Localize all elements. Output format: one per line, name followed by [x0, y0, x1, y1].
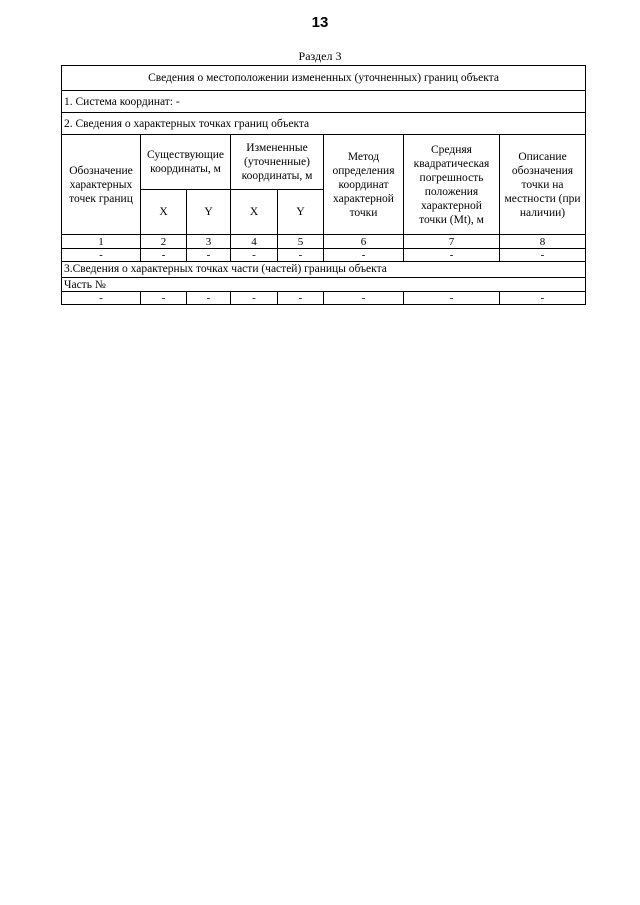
- table-row: [62, 292, 586, 305]
- table-cell: -: [500, 292, 586, 305]
- column-number: 3: [187, 235, 231, 249]
- section-label: Раздел 3: [298, 49, 342, 63]
- header-designation: Обозначение характерных точек границ: [62, 135, 141, 235]
- coord-system-row: [62, 91, 586, 113]
- table-row: [62, 249, 586, 262]
- column-number: 6: [324, 235, 404, 249]
- header-error: Средняя квадратическая погрешность положения характерной точки (Mt), м: [404, 135, 500, 235]
- column-number-row: [62, 235, 586, 249]
- table-cell: -: [141, 292, 187, 305]
- table-cell: -: [278, 249, 324, 262]
- coord-system: 1. Система координат: -: [62, 91, 586, 113]
- table-cell: -: [141, 249, 187, 262]
- table-cell: -: [324, 292, 404, 305]
- boundary-table: [61, 65, 586, 305]
- header-existing: Существующие координаты, м: [141, 135, 231, 190]
- table-title-row: [62, 66, 586, 91]
- header-changed-x: X: [231, 190, 278, 235]
- table-cell: -: [231, 292, 278, 305]
- table-cell: -: [500, 249, 586, 262]
- table-cell: -: [231, 249, 278, 262]
- column-number: 1: [62, 235, 141, 249]
- column-number: 5: [278, 235, 324, 249]
- table-cell: -: [62, 292, 141, 305]
- points-heading-row: [62, 113, 586, 135]
- column-number: 7: [404, 235, 500, 249]
- part-label-row: [62, 278, 586, 292]
- part-label: Часть №: [62, 278, 586, 292]
- header-existing-x: X: [141, 190, 187, 235]
- parts-heading-row: [62, 262, 586, 278]
- header-existing-y: Y: [187, 190, 231, 235]
- header-changed: Измененные (уточненные) координаты, м: [231, 135, 324, 190]
- column-number: 4: [231, 235, 278, 249]
- header-description: Описание обозначения точки на местности (при наличии): [500, 135, 586, 235]
- table-title: Сведения о местоположении измененных (уточненных) границ объекта: [62, 66, 586, 91]
- table-cell: -: [324, 249, 404, 262]
- points-heading: 2. Сведения о характерных точках границ объекта: [62, 113, 586, 135]
- header-method: Метод определения координат характерной точки: [324, 135, 404, 235]
- page-number: 13: [311, 14, 329, 31]
- table-cell: -: [278, 292, 324, 305]
- table-cell: -: [62, 249, 141, 262]
- header-row-1: [62, 135, 586, 190]
- table-cell: -: [187, 292, 231, 305]
- column-number: 8: [500, 235, 586, 249]
- table-cell: -: [404, 292, 500, 305]
- table-cell: -: [404, 249, 500, 262]
- header-changed-y: Y: [278, 190, 324, 235]
- table-cell: -: [187, 249, 231, 262]
- parts-heading: 3.Сведения о характерных точках части (частей) границы объекта: [62, 262, 586, 278]
- column-number: 2: [141, 235, 187, 249]
